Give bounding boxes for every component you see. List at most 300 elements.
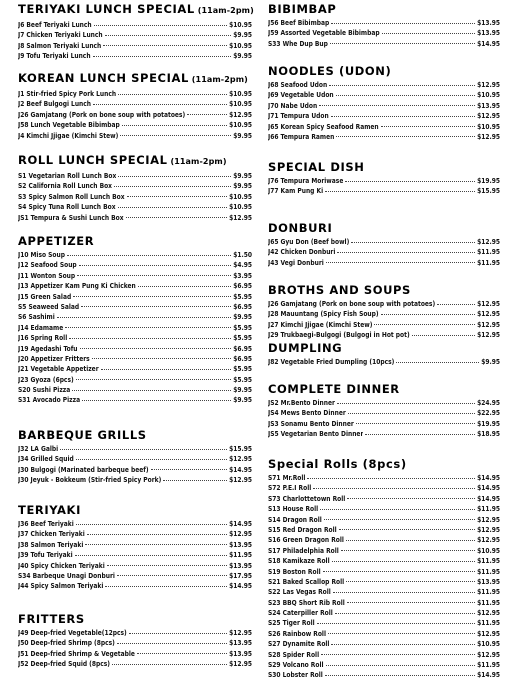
menu-item — [18, 581, 252, 591]
menu-item-name: J44 Spicy Salmon Teriyaki — [18, 582, 104, 591]
menu-item-list — [18, 250, 252, 406]
dot-leader — [117, 575, 227, 576]
menu-item-price: $12.95 — [229, 213, 252, 222]
menu-item-name: S29 Volcano Roll — [268, 661, 324, 670]
menu-item — [18, 110, 252, 120]
menu-item — [268, 598, 500, 608]
menu-item-price: $13.95 — [477, 19, 500, 27]
menu-item-price: $11.95 — [477, 248, 500, 257]
menu-item-list — [18, 89, 252, 141]
dot-leader — [87, 534, 227, 535]
menu-item — [18, 385, 252, 395]
dot-leader — [319, 105, 475, 106]
dot-leader — [332, 561, 475, 562]
dot-leader — [351, 242, 475, 243]
dot-leader — [348, 413, 475, 414]
menu-item — [268, 398, 500, 408]
dot-leader — [118, 94, 227, 95]
menu-item — [268, 299, 500, 309]
dot-leader — [345, 181, 475, 182]
menu-item-price: $10.95 — [229, 21, 252, 29]
dot-leader — [60, 449, 227, 450]
menu-item-name: S19 Boston Roll — [268, 567, 321, 576]
section-title-text: Special Rolls (8pcs) — [268, 457, 407, 471]
dot-leader — [127, 196, 228, 197]
dot-leader — [105, 586, 227, 587]
dot-leader — [313, 488, 475, 489]
dot-leader — [118, 207, 228, 208]
menu-item-price: $12.95 — [477, 609, 500, 618]
dot-leader — [120, 135, 231, 136]
menu-item-name: S14 Dragon Roll — [268, 515, 322, 524]
menu-item-price: $11.95 — [229, 551, 252, 560]
section-title — [268, 160, 500, 174]
menu-item-price: $9.95 — [233, 182, 252, 191]
dot-leader — [75, 555, 227, 556]
menu-item — [268, 186, 500, 196]
menu-item — [18, 354, 252, 364]
menu-item — [268, 660, 500, 670]
menu-item-name: J30 Bulgogi (Marinated barbeque beef) — [18, 465, 149, 474]
menu-item-name: J2 Beef Bulgogi Lunch — [18, 100, 92, 109]
menu-item-price: $6.95 — [233, 282, 252, 291]
menu-item-name: J7 Chicken Teriyaki Lunch — [18, 31, 103, 40]
dot-leader — [151, 469, 228, 470]
menu-item-list — [268, 357, 500, 367]
menu-section-barbeque-grills — [18, 428, 252, 486]
menu-item-price: $13.95 — [477, 577, 500, 586]
menu-item-price: $14.95 — [229, 582, 252, 591]
menu-item — [268, 80, 500, 90]
dot-leader — [307, 478, 475, 479]
menu-item-name: J38 Salmon Teriyaki — [18, 540, 84, 549]
menu-item-name: J39 Tofu Teriyaki — [18, 551, 73, 560]
menu-item — [268, 429, 500, 439]
menu-item — [268, 567, 500, 577]
menu-item-name: S13 House Roll — [268, 505, 319, 514]
dot-leader — [92, 358, 232, 359]
menu-item-name: J23 Gyoza (6pcs) — [18, 375, 74, 384]
dot-leader — [337, 403, 475, 404]
menu-item-name: S72 P.E.I Roll — [268, 484, 312, 493]
menu-item — [18, 659, 252, 669]
menu-item-price: $13.95 — [229, 561, 252, 570]
menu-item — [18, 202, 252, 212]
menu-item — [268, 176, 500, 186]
dot-leader — [339, 529, 475, 530]
menu-item-name: S15 Red Dragon Roll — [268, 525, 337, 534]
menu-item-price: $6.95 — [233, 344, 252, 353]
menu-item-price: $11.95 — [477, 661, 500, 670]
menu-item — [268, 18, 500, 28]
menu-item-name: J52 Deep-fried Squid (8pcs) — [18, 660, 111, 669]
menu-item-price: $12.95 — [229, 629, 252, 637]
menu-item — [268, 577, 500, 587]
menu-item-name: S1 Vegetarian Roll Lunch Box — [18, 172, 117, 180]
menu-item-name: S4 Spicy Tuna Roll Lunch Box — [18, 203, 116, 212]
menu-item-name: J12 Seafood Soup — [18, 261, 77, 270]
section-title-text: DUMPLING — [268, 341, 343, 355]
menu-item-price: $6.95 — [233, 354, 252, 363]
menu-item-list — [268, 18, 500, 49]
dot-leader — [381, 126, 475, 127]
dot-leader — [72, 390, 231, 391]
menu-item-name: S3 Spicy Salmon Roll Lunch Box — [18, 192, 125, 201]
dot-leader — [76, 379, 232, 380]
section-title-text: ROLL LUNCH SPECIAL — [18, 153, 168, 167]
menu-item-price: $13.95 — [229, 649, 252, 658]
dot-leader — [65, 327, 231, 328]
menu-item-price: $5.95 — [233, 375, 252, 384]
dot-leader — [336, 95, 475, 96]
menu-item-price: $11.95 — [477, 598, 500, 607]
menu-item-price: $15.95 — [229, 445, 252, 453]
dot-leader — [347, 602, 475, 603]
menu-item-name: S71 Mr.Roll — [268, 474, 306, 482]
dot-leader — [101, 369, 232, 370]
menu-item-name: J65 Korean Spicy Seafood Ramen — [268, 122, 379, 131]
menu-item-name: J68 Seafood Udon — [268, 81, 328, 89]
menu-item-price: $9.95 — [233, 386, 252, 395]
menu-item-price: $18.95 — [477, 430, 500, 439]
menu-item-price: $5.95 — [233, 365, 252, 374]
dot-leader — [326, 262, 475, 263]
menu-item-price: $14.95 — [477, 474, 500, 482]
menu-item — [18, 323, 252, 333]
dot-leader — [187, 114, 227, 115]
menu-item-list — [268, 398, 500, 440]
menu-item — [268, 535, 500, 545]
menu-item-name: J59 Assorted Vegetable Bibimbap — [268, 29, 380, 38]
menu-item-list — [18, 628, 252, 670]
menu-item — [268, 504, 500, 514]
dot-leader — [137, 653, 227, 654]
dot-leader — [412, 335, 475, 336]
menu-item — [268, 309, 500, 319]
dot-leader — [81, 306, 231, 307]
dot-leader — [112, 664, 227, 665]
menu-item-price: $9.95 — [233, 52, 252, 61]
menu-item-price: $14.95 — [229, 465, 252, 474]
menu-item-price: $12.95 — [477, 629, 500, 638]
dot-leader — [325, 675, 475, 676]
menu-item — [18, 302, 252, 312]
menu-item-price: $13.95 — [229, 639, 252, 648]
menu-section-roll-lunch-special — [18, 153, 252, 223]
menu-item — [268, 330, 500, 340]
menu-item — [18, 395, 252, 405]
menu-item-name: J1 Stir-fried Spicy Pork Lunch — [18, 90, 117, 98]
menu-item-name: J4 Kimchi Jjigae (Kimchi Stew) — [18, 131, 119, 140]
dot-leader — [107, 565, 227, 566]
menu-item-price: $12.95 — [229, 455, 252, 464]
menu-item — [18, 271, 252, 281]
dot-leader — [129, 633, 227, 634]
dot-leader — [76, 524, 227, 525]
section-title-text: DONBURI — [268, 221, 333, 235]
menu-item — [268, 494, 500, 504]
menu-item-name: J14 Edamame — [18, 323, 64, 332]
menu-section-noodles-udon — [268, 64, 500, 142]
menu-item — [18, 99, 252, 109]
dot-leader — [76, 459, 227, 460]
dot-leader — [79, 265, 232, 266]
menu-item-price: $9.95 — [233, 313, 252, 322]
menu-item-price: $13.95 — [229, 540, 252, 549]
menu-item — [268, 556, 500, 566]
menu-item — [18, 20, 252, 30]
menu-section-teriyaki — [18, 503, 252, 592]
section-title — [268, 382, 500, 396]
menu-item-name: S33 Whe Dup Bup — [268, 39, 328, 48]
menu-item — [18, 333, 252, 343]
menu-item-name: JS5 Vegetarian Bento Dinner — [268, 430, 364, 439]
section-title-text: SPECIAL DISH — [268, 160, 365, 174]
dot-leader — [85, 544, 227, 545]
menu-item-price: $12.95 — [229, 660, 252, 669]
menu-item-name: S73 Charlottetown Roll — [268, 494, 346, 503]
menu-item — [268, 247, 500, 257]
menu-item — [18, 120, 252, 130]
dot-leader — [94, 25, 227, 26]
menu-item-name: J37 Chicken Teriyaki — [18, 530, 85, 539]
menu-item-price: $22.95 — [477, 409, 500, 418]
menu-item — [18, 561, 252, 571]
menu-item-price: $11.95 — [477, 567, 500, 576]
menu-item-price: $12.95 — [477, 515, 500, 524]
menu-item-price: $12.95 — [477, 300, 500, 308]
menu-item — [268, 525, 500, 535]
section-title-text: APPETIZER — [18, 234, 95, 248]
menu-item-price: $14.95 — [229, 520, 252, 528]
menu-item-price: $12.95 — [477, 112, 500, 121]
menu-item — [268, 258, 500, 268]
dot-leader — [117, 643, 227, 644]
menu-item-name: S22 Las Vegas Roll — [268, 588, 331, 597]
menu-item-name: S27 Dynamite Roll — [268, 640, 330, 649]
menu-item-name: S23 BBQ Short Rib Roll — [268, 598, 345, 607]
dot-leader — [122, 125, 227, 126]
menu-item-price: $14.95 — [477, 39, 500, 48]
dot-leader — [329, 85, 475, 86]
dot-leader — [365, 434, 475, 435]
menu-item — [268, 546, 500, 556]
menu-item-price: $11.95 — [477, 588, 500, 597]
section-hours: (11am-2pm) — [197, 6, 254, 15]
section-title-text: BROTHS AND SOUPS — [268, 283, 411, 297]
menu-section-korean-lunch-special — [18, 71, 252, 141]
menu-section-broths-and-soups — [268, 283, 500, 341]
menu-item-name: JS1 Tempura & Sushi Lunch Box — [18, 213, 124, 222]
menu-item-name: J16 Spring Roll — [18, 334, 68, 343]
menu-item-name: J9 Tofu Teriyaki Lunch — [18, 52, 91, 61]
menu-item-price: $14.95 — [477, 671, 500, 680]
menu-item-price: $9.95 — [233, 131, 252, 140]
menu-item-price: $12.95 — [229, 530, 252, 539]
menu-item-price: $11.95 — [477, 557, 500, 566]
menu-item-name: J71 Tempura Udon — [268, 112, 329, 121]
dot-leader — [69, 338, 231, 339]
menu-item-name: S26 Rainbow Roll — [268, 629, 326, 638]
menu-item-name: JS4 Mews Bento Dinner — [268, 409, 346, 418]
dot-leader — [317, 623, 475, 624]
menu-item-price: $12.95 — [477, 536, 500, 545]
menu-item-name: S2 California Roll Lunch Box — [18, 182, 113, 191]
menu-item — [18, 638, 252, 648]
menu-item — [268, 39, 500, 49]
menu-item — [18, 628, 252, 638]
menu-item-price: $19.95 — [477, 419, 500, 428]
dot-leader — [57, 317, 231, 318]
menu-item-name: J10 Miso Soup — [18, 251, 65, 259]
section-title — [18, 503, 252, 517]
dot-leader — [356, 423, 475, 424]
section-title-text: NOODLES (UDON) — [268, 64, 392, 78]
menu-section-appetizer — [18, 234, 252, 406]
section-title — [18, 71, 252, 87]
menu-item-name: J76 Tempura Moriwase — [268, 177, 344, 185]
menu-item-name: J49 Deep-fried Vegetable(12pcs) — [18, 629, 127, 637]
menu-item-price: $13.95 — [477, 101, 500, 110]
dot-leader — [105, 35, 232, 36]
dot-leader — [325, 191, 475, 192]
menu-section-special-rolls-8pcs — [268, 457, 500, 681]
menu-section-donburi — [268, 221, 500, 268]
menu-item-name: S28 Spider Roll — [268, 650, 320, 659]
menu-item-list — [268, 299, 500, 341]
section-hours: (11am-2pm) — [170, 157, 227, 166]
menu-item — [18, 571, 252, 581]
menu-item-name: S21 Baked Scallop Roll — [268, 577, 345, 586]
menu-item — [18, 30, 252, 40]
menu-item-name: J70 Nabe Udon — [268, 101, 318, 110]
menu-item — [18, 519, 252, 529]
section-title — [18, 2, 252, 18]
dot-leader — [93, 104, 227, 105]
section-title — [18, 234, 252, 248]
section-title-text: BIBIMBAP — [268, 2, 337, 16]
dot-leader — [67, 255, 231, 256]
menu-item-price: $12.95 — [477, 81, 500, 89]
menu-section-fritters — [18, 612, 252, 670]
dot-leader — [331, 23, 475, 24]
menu-item-name: S5 Seaweed Salad — [18, 302, 80, 311]
menu-item — [268, 237, 500, 247]
menu-item — [268, 670, 500, 680]
menu-item-list — [268, 473, 500, 681]
menu-item — [268, 101, 500, 111]
menu-item-price: $9.95 — [233, 396, 252, 405]
section-title — [268, 283, 500, 297]
menu-item — [268, 132, 500, 142]
menu-item — [268, 419, 500, 429]
section-title-text: FRITTERS — [18, 612, 85, 626]
menu-item-name: J51 Deep-fried Shrimp & Vegetable — [18, 649, 135, 658]
menu-item-price: $12.95 — [229, 110, 252, 119]
menu-item-price: $11.95 — [477, 505, 500, 514]
menu-item — [268, 111, 500, 121]
dot-leader — [382, 33, 476, 34]
menu-item — [18, 454, 252, 464]
menu-item — [268, 473, 500, 483]
menu-item-name: J69 Vegetable Udon — [268, 91, 334, 100]
menu-item-name: S17 Philadelphia Roll — [268, 546, 339, 555]
menu-item-name: J42 Chicken Donburi — [268, 248, 336, 257]
section-title-text: TERIYAKI LUNCH SPECIAL — [18, 2, 195, 16]
dot-leader — [346, 581, 475, 582]
section-title-text: COMPLETE DINNER — [268, 382, 400, 396]
menu-item — [18, 250, 252, 260]
menu-item-price: $1.50 — [233, 251, 252, 259]
menu-item-name: S16 Green Dragon Roll — [268, 536, 344, 545]
menu-item-price: $12.95 — [477, 238, 500, 246]
menu-item-name: J40 Spicy Chicken Teriyaki — [18, 561, 105, 570]
menu-section-special-dish — [268, 160, 500, 197]
dot-leader — [73, 296, 231, 297]
menu-item — [18, 181, 252, 191]
dot-leader — [77, 275, 231, 276]
menu-item-list — [268, 176, 500, 197]
menu-item — [18, 292, 252, 302]
section-title — [268, 341, 500, 355]
menu-item-price: $3.95 — [233, 271, 252, 280]
menu-item-price: $10.95 — [229, 100, 252, 109]
dot-leader — [374, 324, 475, 325]
dot-leader — [381, 314, 475, 315]
menu-item — [18, 41, 252, 51]
menu-item-name: S25 Tiger Roll — [268, 619, 315, 628]
menu-item-name: J32 LA Galbi — [18, 445, 59, 453]
menu-item-price: $10.95 — [229, 192, 252, 201]
dot-leader — [323, 571, 475, 572]
menu-item-price: $11.95 — [477, 619, 500, 628]
dot-leader — [118, 176, 231, 177]
dot-leader — [324, 519, 475, 520]
menu-item-price: $5.95 — [233, 292, 252, 301]
menu-item-name: J43 Vegi Donburi — [268, 258, 324, 267]
menu-item — [268, 587, 500, 597]
menu-item-price: $10.95 — [477, 640, 500, 649]
section-title — [268, 457, 500, 471]
menu-item-name: J6 Beef Teriyaki Lunch — [18, 21, 92, 29]
section-title-text: TERIYAKI — [18, 503, 81, 517]
menu-item-price: $12.95 — [477, 525, 500, 534]
dot-leader — [337, 252, 475, 253]
menu-item-name: J21 Vegetable Appetizer — [18, 365, 99, 374]
menu-item-price: $12.95 — [477, 320, 500, 329]
section-title — [268, 64, 500, 78]
dot-leader — [80, 348, 232, 349]
dot-leader — [336, 136, 475, 137]
menu-section-complete-dinner — [268, 382, 500, 440]
dot-leader — [321, 654, 475, 655]
menu-section-dumpling — [268, 341, 500, 367]
menu-item-name: J50 Deep-fried Shrimp (8pcs) — [18, 639, 115, 648]
menu-item — [268, 90, 500, 100]
menu-item-price: $9.95 — [481, 358, 500, 366]
menu-item-price: $12.95 — [477, 132, 500, 141]
menu-item-price: $10.95 — [229, 41, 252, 50]
dot-leader — [347, 498, 475, 499]
menu-item-name: J77 Kam Pung Ki — [268, 187, 324, 196]
menu-item-name: J58 Lunch Vegetable Bibimbap — [18, 121, 120, 130]
menu-item-name: S34 Barbeque Unagi Donburi — [18, 571, 115, 580]
menu-item-price: $10.95 — [477, 122, 500, 131]
dot-leader — [114, 186, 231, 187]
menu-item-list — [268, 237, 500, 268]
dot-leader — [333, 592, 475, 593]
menu-item — [18, 192, 252, 202]
